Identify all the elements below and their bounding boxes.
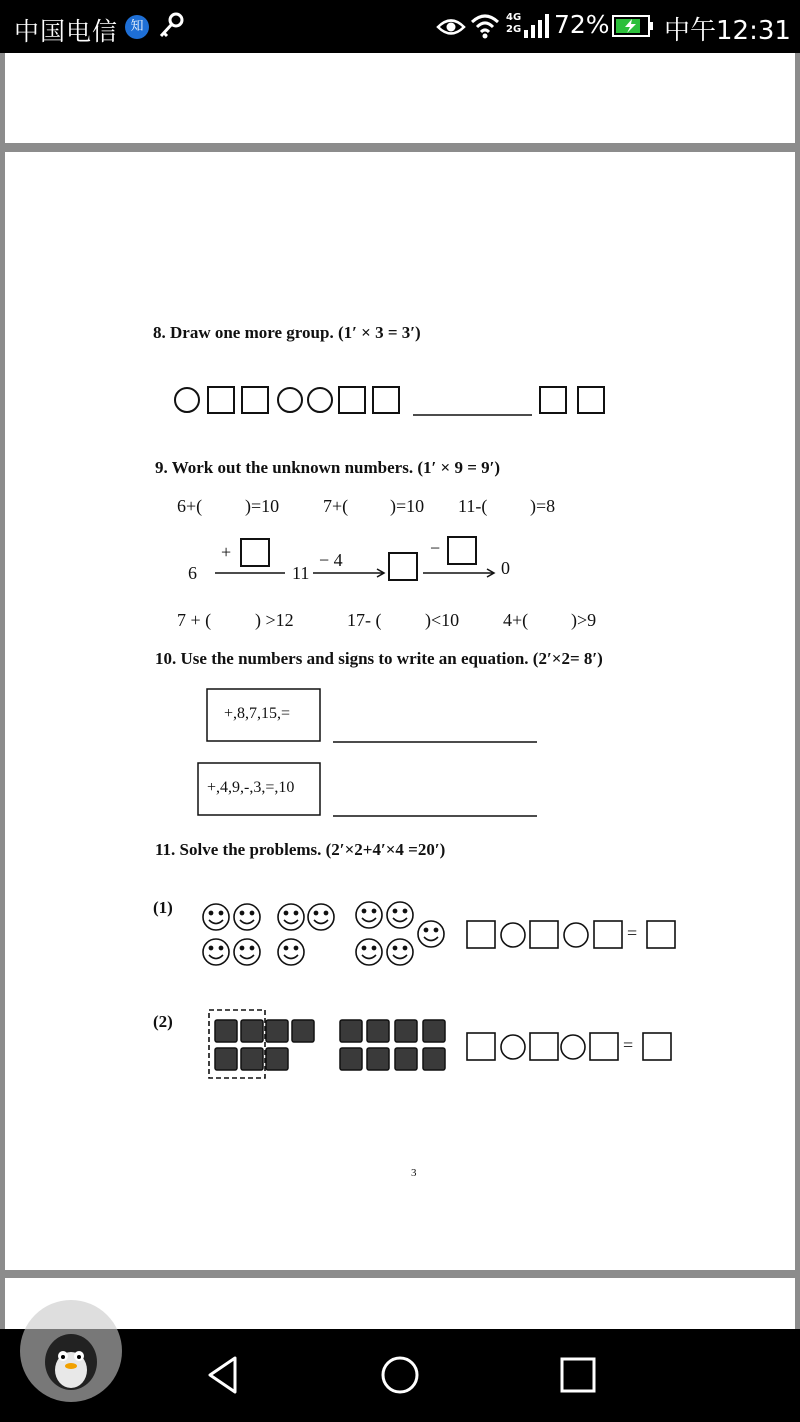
answer-box [594, 921, 622, 948]
block-square [292, 1020, 314, 1042]
block-square [395, 1048, 417, 1070]
q9-r3-f: )>9 [571, 610, 597, 630]
q9-r3-b: ) >12 [255, 610, 294, 630]
square-shape [373, 387, 399, 413]
smiley-face-icon [203, 904, 229, 930]
page-number: 3 [411, 1167, 417, 1179]
block-square [395, 1020, 417, 1042]
q9-r3-a: 7 + ( [177, 610, 212, 630]
q9-r1-e: 11-( [458, 496, 488, 516]
smiley-face-icon [356, 939, 382, 965]
q10-title: 10. Use the numbers and signs to write an equation. (2′×2= 8′) [155, 649, 603, 668]
operator-circle [564, 923, 588, 947]
wifi-icon [470, 12, 500, 40]
penguin-icon [20, 1300, 122, 1402]
answer-box [389, 553, 417, 580]
smiley-face-icon [418, 921, 444, 947]
smiley-face-icon [278, 939, 304, 965]
operator-circle [501, 1035, 525, 1059]
smiley-face-icon [278, 904, 304, 930]
signal-icon [522, 14, 550, 38]
q9-r1-a: 6+( [177, 496, 203, 516]
zhihu-badge-icon: 知 [125, 15, 149, 39]
q10-box2-text: +,4,9,-,3,=,10 [207, 779, 295, 796]
previous-page [5, 53, 795, 143]
watermark-logo [20, 1300, 122, 1402]
network-2g-label: 2G [506, 24, 522, 35]
q9-r1-b: )=10 [245, 496, 280, 516]
block-square [215, 1020, 237, 1042]
network-4g-label: 4G [506, 12, 522, 23]
q9-r3-d: )<10 [425, 610, 460, 630]
home-icon[interactable] [380, 1355, 420, 1395]
square-shape [540, 387, 566, 413]
block-square [423, 1020, 445, 1042]
q9-r1-f: )=8 [530, 496, 556, 516]
smiley-group [203, 902, 444, 965]
answer-box [467, 921, 495, 948]
answer-box [643, 1033, 671, 1060]
operator-circle [501, 923, 525, 947]
q8-title: 8. Draw one more group. (1′ × 3 = 3′) [153, 323, 421, 342]
answer-box [590, 1033, 618, 1060]
q9-title: 9. Work out the unknown numbers. (1′ × 9 = 9′) [155, 458, 501, 477]
answer-box [530, 1033, 558, 1060]
smiley-face-icon [387, 939, 413, 965]
q11-equation-2 [467, 1033, 671, 1060]
operator-circle [561, 1035, 585, 1059]
smiley-face-icon [356, 902, 382, 928]
smiley-face-icon [234, 904, 260, 930]
status-bar [0, 0, 800, 53]
q9-r1-d: )=10 [390, 496, 425, 516]
block-square [241, 1048, 263, 1070]
block-square [241, 1020, 263, 1042]
battery-charging-icon [612, 15, 654, 37]
answer-box [448, 537, 476, 564]
answer-box [241, 539, 269, 566]
block-square [215, 1048, 237, 1070]
q9-chain-mid: 11 [292, 563, 310, 583]
block-square [340, 1020, 362, 1042]
answer-box [530, 921, 558, 948]
q8-shapes [5, 152, 795, 1270]
q9-chain-op3: − [430, 538, 441, 558]
q10-box1-text: +,8,7,15,= [224, 705, 291, 722]
next-page [5, 1278, 795, 1329]
q9-chain-op2: − 4 [319, 550, 343, 570]
recents-icon[interactable] [560, 1357, 596, 1393]
block-square [266, 1048, 288, 1070]
battery-percent: 72% [554, 10, 610, 39]
smiley-face-icon [308, 904, 334, 930]
q9-r3-e: 4+( [503, 610, 529, 630]
square-shape [578, 387, 604, 413]
answer-box [647, 921, 675, 948]
eye-icon [436, 16, 466, 38]
q8-shape-row [175, 387, 604, 415]
q9-chain-op1: + [221, 542, 232, 562]
block-square [266, 1020, 288, 1042]
circle-shape [278, 388, 302, 412]
clock: 中午12:31 [664, 16, 791, 46]
q9-chain-start: 6 [188, 563, 197, 583]
q9-r1-c: 7+( [323, 496, 349, 516]
circle-shape [175, 388, 199, 412]
q11-part1-label: (1) [153, 898, 173, 917]
circle-shape [308, 388, 332, 412]
answer-box [467, 1033, 495, 1060]
carrier-name: 中国电信 [14, 17, 119, 46]
q9-chain-arrows [215, 537, 494, 580]
q11-title: 11. Solve the problems. (2′×2+4′×4 =20′) [155, 840, 446, 859]
q11-part2-label: (2) [153, 1012, 173, 1031]
block-square [340, 1048, 362, 1070]
back-icon[interactable] [205, 1355, 241, 1395]
square-shape [242, 387, 268, 413]
document-page[interactable] [5, 152, 795, 1270]
key-icon [158, 12, 184, 40]
square-shape [208, 387, 234, 413]
square-shape [339, 387, 365, 413]
equals-sign: = [627, 923, 638, 943]
smiley-face-icon [387, 902, 413, 928]
block-square [367, 1020, 389, 1042]
block-square [367, 1048, 389, 1070]
block-square [423, 1048, 445, 1070]
equals-sign: = [623, 1035, 634, 1055]
q9-r3-c: 17- ( [347, 610, 382, 630]
network-type [506, 12, 521, 36]
smiley-face-icon [234, 939, 260, 965]
q9-chain-end: 0 [501, 558, 510, 578]
block-group [215, 1020, 445, 1070]
q11-equation-1 [467, 921, 675, 948]
smiley-face-icon [203, 939, 229, 965]
